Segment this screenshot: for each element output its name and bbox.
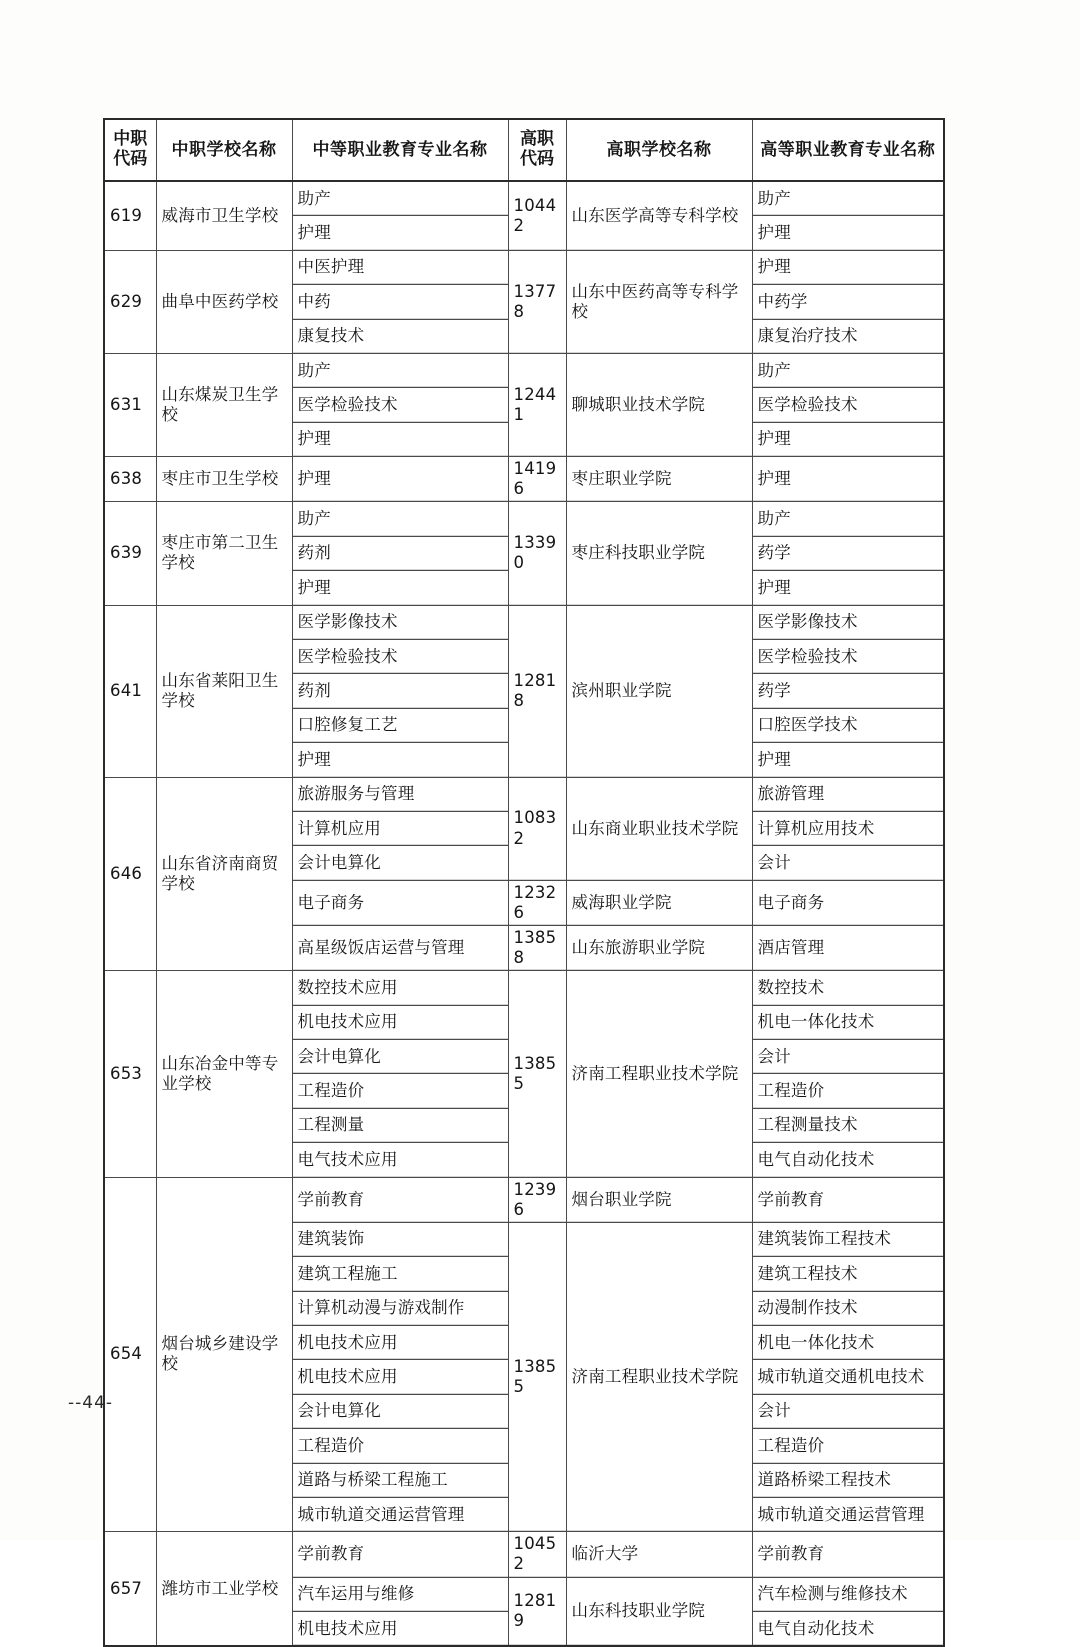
cell-gz-program: 城市轨道交通机电技术 [752, 1360, 944, 1394]
cell-zz-program: 汽车运用与维修 [292, 1577, 508, 1611]
cell-gz-code: 12819 [508, 1577, 566, 1646]
cell-zz-school: 枣庄市第二卫生学校 [156, 502, 292, 605]
cell-gz-code: 10832 [508, 777, 566, 880]
cell-zz-program: 机电技术应用 [292, 1611, 508, 1646]
table-row [104, 457, 944, 502]
table-row [104, 181, 944, 216]
cell-gz-code: 13858 [508, 925, 566, 970]
table-header [104, 119, 944, 181]
column-header-zz-code-line2: 代码 [113, 149, 148, 169]
column-header-zz-code-line1: 中职 [113, 129, 148, 150]
cell-zz-program: 口腔修复工艺 [292, 708, 508, 742]
table-body [104, 181, 944, 1646]
cell-zz-code: 646 [104, 777, 156, 971]
cell-gz-program: 旅游管理 [752, 777, 944, 811]
cell-gz-program: 城市轨道交通运营管理 [752, 1497, 944, 1531]
cell-zz-program: 道路与桥梁工程施工 [292, 1463, 508, 1497]
cell-zz-program: 机电技术应用 [292, 1325, 508, 1359]
cell-gz-program: 学前教育 [752, 1532, 944, 1577]
cell-zz-code: 654 [104, 1177, 156, 1532]
cell-gz-program: 机电一体化技术 [752, 1325, 944, 1359]
cell-zz-program: 学前教育 [292, 1177, 508, 1222]
cell-zz-code: 641 [104, 605, 156, 777]
cell-zz-program: 电气技术应用 [292, 1143, 508, 1177]
cell-zz-program: 计算机应用 [292, 811, 508, 845]
cell-zz-program: 护理 [292, 457, 508, 502]
cell-gz-code: 12326 [508, 880, 566, 925]
cell-gz-program: 护理 [752, 216, 944, 250]
cell-gz-school: 枣庄科技职业学院 [566, 502, 752, 605]
table-row [104, 777, 944, 811]
cell-zz-program: 会计电算化 [292, 846, 508, 880]
cell-gz-program: 工程测量技术 [752, 1108, 944, 1142]
articulation-table [103, 118, 945, 1647]
cell-gz-program: 汽车检测与维修技术 [752, 1577, 944, 1611]
column-header-zz-school: 中职学校名称 [156, 119, 292, 181]
column-header-gz-code-line1: 高职 [520, 129, 554, 150]
cell-zz-program: 医学检验技术 [292, 639, 508, 673]
cell-gz-program: 建筑装饰工程技术 [752, 1222, 944, 1256]
cell-gz-code: 12396 [508, 1177, 566, 1222]
cell-gz-program: 护理 [752, 743, 944, 777]
cell-zz-program: 学前教育 [292, 1532, 508, 1577]
table-row [104, 971, 944, 1005]
table-row [104, 1177, 944, 1222]
cell-zz-program: 中药 [292, 285, 508, 319]
cell-gz-program: 康复治疗技术 [752, 319, 944, 353]
column-header-gz-code-line2: 代码 [520, 149, 554, 169]
cell-zz-program: 会计电算化 [292, 1039, 508, 1073]
cell-zz-program: 护理 [292, 743, 508, 777]
cell-zz-school: 曲阜中医药学校 [156, 250, 292, 353]
cell-gz-program: 助产 [752, 353, 944, 387]
cell-zz-program: 工程造价 [292, 1074, 508, 1108]
cell-zz-program: 中医护理 [292, 250, 508, 284]
table-row [104, 502, 944, 536]
cell-gz-code: 14196 [508, 457, 566, 502]
cell-gz-school: 济南工程职业技术学院 [566, 1222, 752, 1532]
cell-gz-school: 山东旅游职业学院 [566, 925, 752, 970]
cell-gz-code: 13390 [508, 502, 566, 605]
cell-gz-program: 电子商务 [752, 880, 944, 925]
cell-zz-program: 康复技术 [292, 319, 508, 353]
cell-gz-program: 数控技术 [752, 971, 944, 1005]
cell-gz-program: 药学 [752, 536, 944, 570]
cell-zz-program: 旅游服务与管理 [292, 777, 508, 811]
cell-gz-program: 会计 [752, 846, 944, 880]
cell-gz-program: 会计 [752, 1394, 944, 1428]
cell-gz-program: 道路桥梁工程技术 [752, 1463, 944, 1497]
cell-zz-program: 机电技术应用 [292, 1360, 508, 1394]
table-header-row [104, 119, 944, 181]
cell-gz-program: 口腔医学技术 [752, 708, 944, 742]
cell-gz-program: 中药学 [752, 285, 944, 319]
cell-zz-program: 高星级饭店运营与管理 [292, 925, 508, 970]
cell-zz-program: 医学检验技术 [292, 388, 508, 422]
cell-zz-program: 护理 [292, 571, 508, 605]
cell-gz-school: 山东医学高等专科学校 [566, 181, 752, 250]
cell-zz-school: 烟台城乡建设学校 [156, 1177, 292, 1532]
cell-gz-school: 济南工程职业技术学院 [566, 971, 752, 1177]
cell-gz-school: 滨州职业学院 [566, 605, 752, 777]
cell-gz-program: 动漫制作技术 [752, 1291, 944, 1325]
cell-zz-program: 工程造价 [292, 1429, 508, 1463]
cell-gz-school: 山东商业职业技术学院 [566, 777, 752, 880]
cell-gz-school: 山东中医药高等专科学校 [566, 250, 752, 353]
cell-zz-program: 助产 [292, 353, 508, 387]
cell-zz-program: 药剂 [292, 674, 508, 708]
cell-gz-school: 烟台职业学院 [566, 1177, 752, 1222]
column-header-zz-program: 中等职业教育专业名称 [292, 119, 508, 181]
cell-gz-program: 助产 [752, 502, 944, 536]
cell-gz-program: 医学检验技术 [752, 639, 944, 673]
cell-zz-program: 建筑装饰 [292, 1222, 508, 1256]
cell-gz-school: 威海职业学院 [566, 880, 752, 925]
cell-zz-school: 山东省莱阳卫生学校 [156, 605, 292, 777]
table-row [104, 250, 944, 284]
cell-zz-program: 电子商务 [292, 880, 508, 925]
articulation-table-container [103, 118, 943, 1647]
cell-zz-school: 潍坊市工业学校 [156, 1532, 292, 1647]
cell-zz-program: 护理 [292, 216, 508, 250]
cell-gz-code: 13778 [508, 250, 566, 353]
cell-zz-code: 653 [104, 971, 156, 1177]
cell-zz-school: 山东省济南商贸学校 [156, 777, 292, 971]
column-header-zz-code [104, 119, 156, 181]
table-row [104, 353, 944, 387]
cell-gz-school: 枣庄职业学院 [566, 457, 752, 502]
cell-zz-code: 638 [104, 457, 156, 502]
cell-gz-program: 工程造价 [752, 1074, 944, 1108]
cell-zz-program: 数控技术应用 [292, 971, 508, 1005]
cell-zz-program: 医学影像技术 [292, 605, 508, 639]
cell-zz-school: 山东煤炭卫生学校 [156, 353, 292, 456]
column-header-gz-school: 高职学校名称 [566, 119, 752, 181]
cell-gz-program: 护理 [752, 422, 944, 456]
cell-gz-program: 学前教育 [752, 1177, 944, 1222]
column-header-gz-program: 高等职业教育专业名称 [752, 119, 944, 181]
cell-zz-program: 计算机动漫与游戏制作 [292, 1291, 508, 1325]
cell-zz-school: 枣庄市卫生学校 [156, 457, 292, 502]
cell-gz-program: 电气自动化技术 [752, 1143, 944, 1177]
cell-gz-program: 医学检验技术 [752, 388, 944, 422]
cell-gz-school: 临沂大学 [566, 1532, 752, 1577]
cell-zz-program: 会计电算化 [292, 1394, 508, 1428]
cell-gz-code: 13855 [508, 1222, 566, 1532]
cell-zz-code: 631 [104, 353, 156, 456]
cell-zz-program: 城市轨道交通运营管理 [292, 1497, 508, 1531]
cell-zz-code: 619 [104, 181, 156, 250]
cell-gz-program: 工程造价 [752, 1429, 944, 1463]
cell-gz-program: 护理 [752, 457, 944, 502]
cell-gz-code: 10452 [508, 1532, 566, 1577]
cell-gz-program: 电气自动化技术 [752, 1611, 944, 1646]
cell-gz-code: 12441 [508, 353, 566, 456]
cell-gz-program: 护理 [752, 250, 944, 284]
cell-zz-program: 护理 [292, 422, 508, 456]
cell-zz-school: 山东冶金中等专业学校 [156, 971, 292, 1177]
cell-zz-program: 建筑工程施工 [292, 1257, 508, 1291]
cell-gz-program: 护理 [752, 571, 944, 605]
cell-gz-program: 酒店管理 [752, 925, 944, 970]
cell-zz-program: 助产 [292, 181, 508, 216]
cell-gz-program: 计算机应用技术 [752, 811, 944, 845]
cell-gz-code: 10442 [508, 181, 566, 250]
cell-zz-program: 助产 [292, 502, 508, 536]
cell-gz-program: 建筑工程技术 [752, 1257, 944, 1291]
cell-zz-program: 机电技术应用 [292, 1005, 508, 1039]
cell-gz-program: 会计 [752, 1039, 944, 1073]
table-row [104, 1532, 944, 1577]
cell-zz-program: 药剂 [292, 536, 508, 570]
table-row [104, 605, 944, 639]
cell-gz-code: 12818 [508, 605, 566, 777]
cell-gz-school: 山东科技职业学院 [566, 1577, 752, 1646]
cell-zz-code: 639 [104, 502, 156, 605]
cell-gz-program: 机电一体化技术 [752, 1005, 944, 1039]
cell-gz-code: 13855 [508, 971, 566, 1177]
cell-gz-program: 医学影像技术 [752, 605, 944, 639]
cell-zz-school: 威海市卫生学校 [156, 181, 292, 250]
page-number: --44- [68, 1393, 114, 1413]
cell-gz-school: 聊城职业技术学院 [566, 353, 752, 456]
cell-zz-code: 657 [104, 1532, 156, 1647]
cell-zz-code: 629 [104, 250, 156, 353]
cell-gz-program: 药学 [752, 674, 944, 708]
cell-zz-program: 工程测量 [292, 1108, 508, 1142]
column-header-gz-code [508, 119, 566, 181]
cell-gz-program: 助产 [752, 181, 944, 216]
